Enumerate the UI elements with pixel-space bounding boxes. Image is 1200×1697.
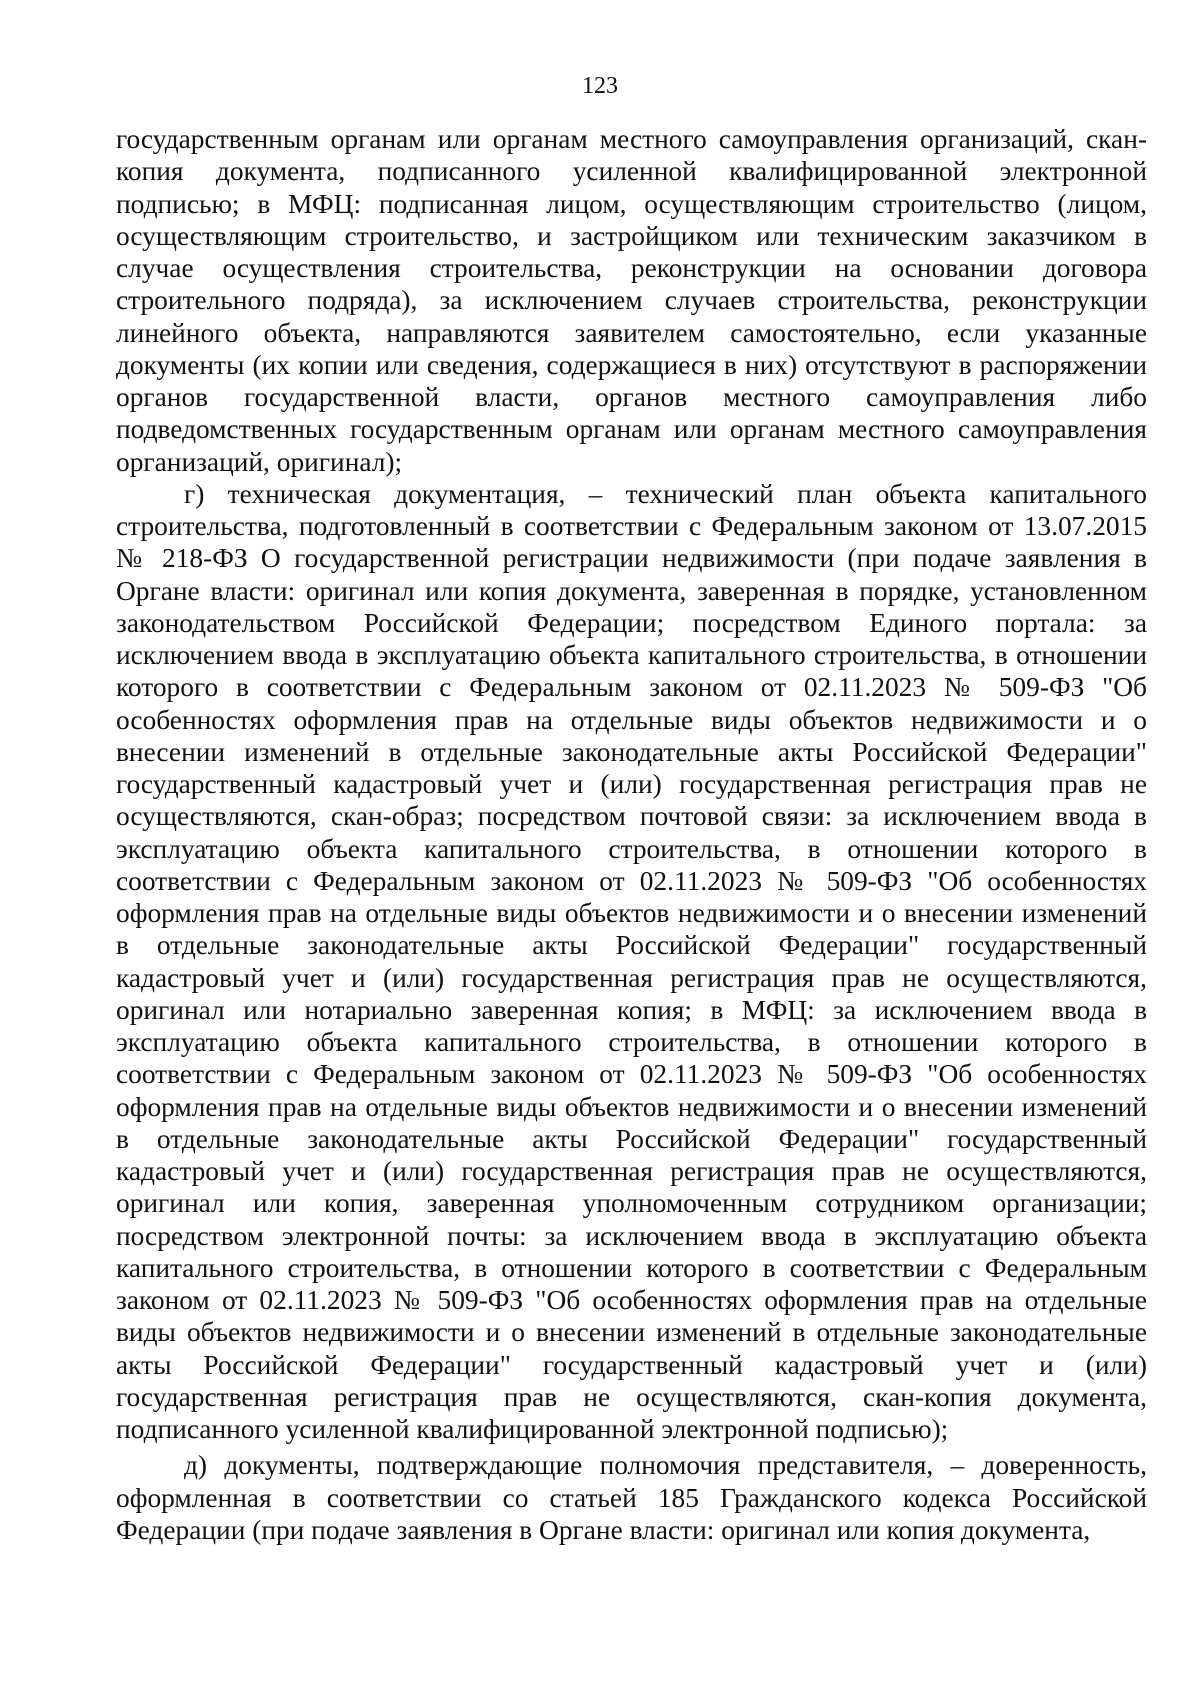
paragraph-item-g: г) техническая документация, – технический план объекта капитального строительства, подготовленный в соответствии с Федеральным законом от 13.07.2015 № 218-ФЗ О государственной регистрации недвижимости (при подаче заявления в Органе власти: оригинал или копия документа, заверенная в порядке, установленном законодательством Российской Федерации; посредством Единого портала: за исключением ввода в эксплуатацию объекта капитального строительства, в отношении которого в соответствии с Федеральным законом от 02.11.2023 № 509-ФЗ "Об особенностях оформления прав на отдельные виды объектов недвижимости и о внесении изменений в отдельные законодательные акты Российской Федерации" государственный кадастровый учет и (или) государственная регистрация прав не осуществляются, скан-образ; посредством почтовой связи: за исключением ввода в эксплуатацию объекта капитального строительства, в отношении которого в соответствии с Федеральным законом от 02.11.2023 № 509-ФЗ "Об особенностях оформления прав на отдельные виды объектов недвижимости и о внесении изменений в отдельные законодательные акты Российской Федерации" государственный кадастровый учет и (или) государственная регистрация прав не осуществляются, оригинал или нотариально заверенная копия; в МФЦ: за исключением ввода в эксплуатацию объекта капитального строительства, в отношении которого в соответствии с Федеральным законом от 02.11.2023 № 509-ФЗ "Об особенностях оформления прав на отдельные виды объектов недвижимости и о внесении изменений в отдельные законодательные акты Российской Федерации" государственный кадастровый учет и (или) государственная регистрация прав не осуществляются, оригинал или копия, заверенная уполномоченным сотрудником организации; посредством электронной почты: за исключением ввода в эксплуатацию объекта капитального строительства, в отношении которого в соответствии с Федеральным законом от 02.11.2023 № 509-ФЗ "Об особенностях оформления прав на отдельные виды объектов недвижимости и о внесении изменений в отдельные законодательные акты Российской Федерации" государственный кадастровый учет и (или) государственная регистрация прав не осуществляются, скан-копия документа, подписанного усиленной квалифицированной электронной подписью); (116, 478, 1147, 1444)
page-number: 123 (582, 73, 618, 99)
paragraph-item-d: д) документы, подтверждающие полномочия представителя, – доверенность, оформленная в соответствии со статьей 185 Гражданского кодекса Российской Федерации (при подаче заявления в Органе власти: оригинал или копия документа, (116, 1450, 1147, 1545)
paragraph-continuation: государственным органам или органам местного самоуправления организаций, скан-копия документа, подписанного усиленной квалифицированной электронной подписью; в МФЦ: подписанная лицом, осуществляющим строительство (лицом, осуществляющим строительство, и застройщиком или техническим заказчиком в случае осуществления строительства, реконструкции на основании договора строительного подряда), за исключением случаев строительства, реконструкции линейного объекта, направляются заявителем самостоятельно, если указанные документы (их копии или сведения, содержащиеся в них) отсутствуют в распоряжении органов государственной власти, органов местного самоуправления либо подведомственных государственным органам или органам местного самоуправления организаций, оригинал); (116, 124, 1147, 477)
document-body (116, 123, 1147, 1546)
